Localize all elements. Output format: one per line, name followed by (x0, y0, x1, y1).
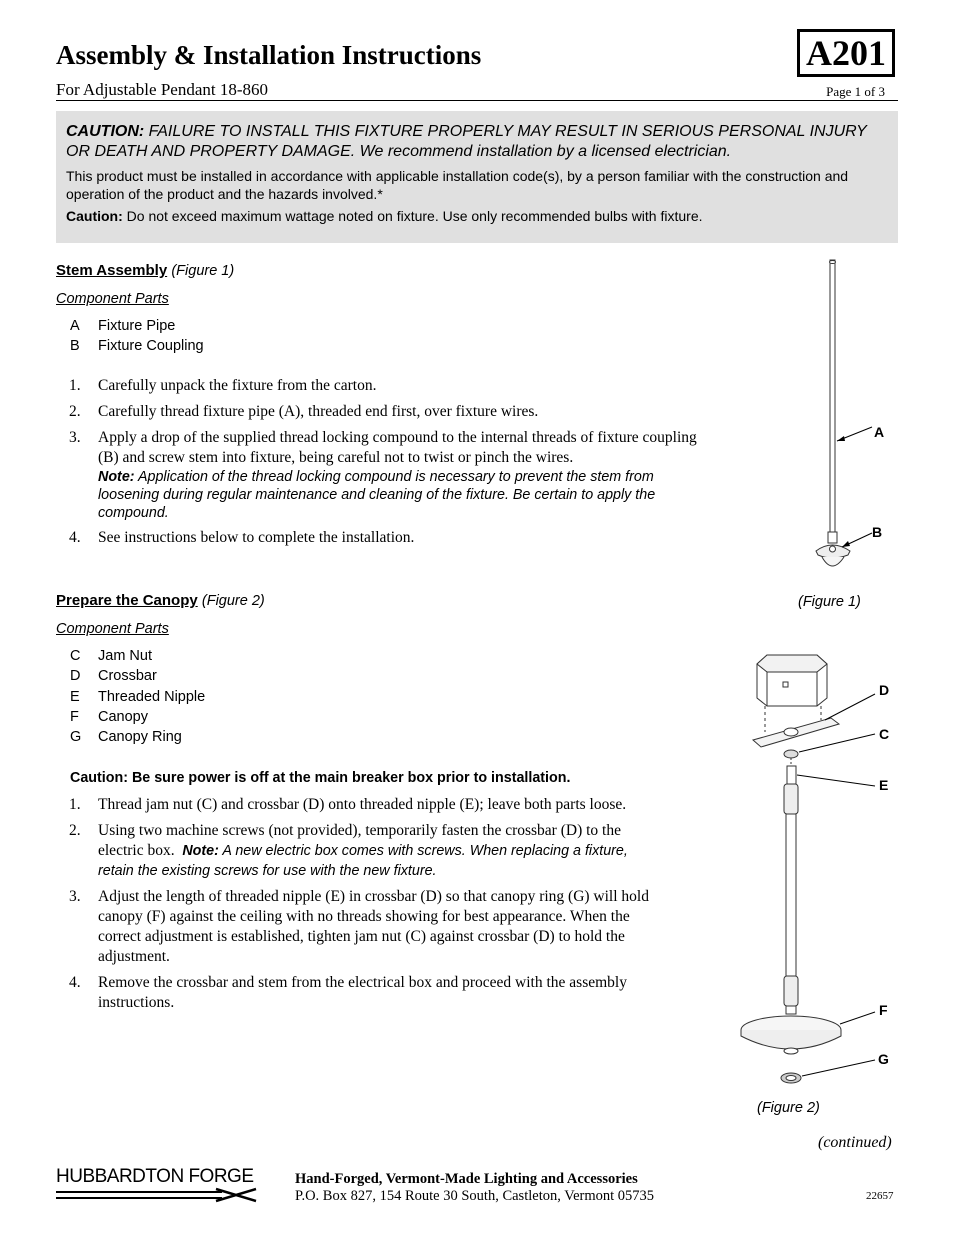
stem-component-heading: Component Parts (56, 291, 169, 307)
step-number: 1. (69, 796, 81, 813)
step-text: See instructions below to complete the installation. (98, 529, 415, 546)
part-letter: A (70, 318, 80, 334)
canopy-parts-list (56, 646, 205, 747)
note-lead: Note: (182, 843, 219, 859)
footer-tagline: Hand-Forged, Vermont-Made Lighting and Accessories (295, 1171, 638, 1187)
coupling-neck (828, 532, 837, 543)
list-item (56, 428, 716, 522)
note-text: A new electric box comes with screws. When replacing a fixture, retain the existing screws for use with the new fixture. (98, 843, 628, 879)
step-note (98, 843, 628, 879)
caution-wattage (66, 208, 886, 224)
list-item (56, 666, 205, 686)
step-number: 4. (69, 529, 81, 546)
step-text: Apply a drop of the supplied thread locking compound to the internal threads of fixture coupling (B) and screw stem into fixture, being careful not to twist or pinch the wires. (98, 429, 697, 466)
canopy-heading-text: Prepare the Canopy (56, 592, 198, 609)
step-number: 3. (69, 429, 81, 446)
fixture-pipe-a (830, 260, 835, 532)
coupling-base (822, 557, 844, 566)
list-item (56, 707, 205, 727)
leader-g (802, 1060, 875, 1076)
part-letter: D (70, 668, 81, 685)
stem-coupler-top (784, 784, 798, 814)
step-number: 2. (69, 403, 81, 420)
stem-figure-ref: (Figure 1) (171, 263, 235, 279)
list-item (56, 887, 666, 967)
canopy-heading (56, 592, 265, 609)
caution-wattage-text: Do not exceed maximum wattage noted on fixture. Use only recommended bulbs with fixture. (126, 208, 703, 224)
figure-1-caption: (Figure 1) (798, 594, 861, 610)
arrow-b (842, 541, 850, 547)
electric-box (757, 655, 827, 706)
power-caution: Caution: Be sure power is off at the main breaker box prior to installation. (70, 770, 571, 786)
figure-1-stem-diagram (790, 255, 900, 585)
part-name: Fixture Pipe (98, 318, 176, 334)
page-number: Page 1 of 3 (826, 84, 885, 99)
part-letter: E (70, 688, 80, 705)
caution-code-text: This product must be installed in accordance with applicable installation code(s), by a person familiar with the construction and operation of the product and the hazards involved.* (66, 168, 849, 202)
part-name: Crossbar (98, 668, 157, 685)
leader-f (840, 1012, 875, 1024)
part-name: Canopy Ring (98, 729, 182, 746)
step-text: Adjust the length of threaded nipple (E) in crossbar (D) so that canopy ring (G) will hold canopy (F) against the ceiling with no threads showing for best appearance. When the correct adjustment is established, tighten jam nut (C) against crossbar (D) to hold the adjustment. (98, 888, 649, 965)
step-text: Thread jam nut (C) and crossbar (D) onto threaded nipple (E); leave both parts loose. (98, 796, 627, 813)
step-text: Carefully unpack the fixture from the carton. (98, 377, 377, 394)
label-d: D (879, 682, 890, 698)
note-text: Application of the thread locking compound is necessary to prevent the stem from loosening during regular maintenance and cleaning of the fixture. Be certain to apply the compound. (98, 469, 656, 521)
step-note (98, 468, 716, 522)
caution-box (56, 111, 898, 243)
subtitle-line (56, 80, 898, 101)
caution-lead: CAUTION: (66, 123, 145, 140)
list-item (56, 687, 205, 707)
canopy-rim (741, 1030, 841, 1049)
step-text: Using two machine screws (not provided), temporarily fasten the crossbar (D) to the electric box. (98, 822, 621, 859)
stem-parts-list (56, 316, 204, 357)
canopy-steps (56, 795, 666, 1019)
label-a: A (874, 424, 885, 440)
logo-swoosh-icon (56, 1187, 261, 1203)
list-item (56, 795, 666, 815)
part-letter: G (70, 729, 82, 746)
label-g: G (878, 1051, 889, 1067)
footer-address: P.O. Box 827, 154 Route 30 South, Castleton, Vermont 05735 (295, 1188, 655, 1204)
canopy-figure-ref: (Figure 2) (201, 593, 265, 609)
stem-steps (56, 376, 716, 554)
document-number: A201 (797, 29, 895, 77)
leader-c (799, 734, 875, 752)
part-letter: B (70, 338, 80, 355)
part-name: Jam Nut (98, 648, 152, 664)
label-f: F (879, 1002, 888, 1018)
list-item (56, 336, 204, 356)
canopy-hole (784, 1048, 798, 1054)
stem-coupler-bottom (784, 976, 798, 1006)
continued-note: (continued) (818, 1134, 892, 1151)
canopy-component-heading: Component Parts (56, 621, 169, 637)
step-number: 1. (69, 377, 81, 394)
footer-code: 22657 (866, 1190, 894, 1202)
caution-main-text: FAILURE TO INSTALL THIS FIXTURE PROPERLY MAY RESULT IN SERIOUS PERSONAL INJURY OR DEATH AND PROPERTY DAMAGE. We recommend installation by a licensed electrician. (66, 123, 867, 160)
list-item (56, 973, 666, 1013)
list-item (56, 821, 666, 881)
jam-nut-c (784, 750, 798, 758)
step-text: Remove the crossbar and stem from the electrical box and proceed with the assembly instructions. (98, 974, 627, 1011)
part-letter: C (70, 648, 81, 664)
logo-text: HUBBARDTON FORGE (56, 1166, 254, 1187)
caution-warning (66, 122, 886, 162)
pipe-end (830, 261, 836, 264)
crossbar-hole (784, 728, 798, 736)
part-name: Fixture Coupling (98, 338, 204, 355)
figure-2-canopy-diagram (735, 650, 905, 1090)
leader-e (797, 775, 875, 786)
list-item (56, 727, 205, 747)
step-number: 2. (69, 822, 81, 839)
stem-heading (56, 262, 234, 279)
subtitle: For Adjustable Pendant 18-860 (56, 80, 269, 99)
page-title: Assembly & Installation Instructions (56, 40, 482, 70)
step-number: 4. (69, 974, 81, 991)
list-item (56, 376, 716, 396)
step-text: Carefully thread fixture pipe (A), threaded end first, over fixture wires. (98, 403, 539, 420)
list-item (56, 402, 716, 422)
note-lead: Note: (98, 469, 135, 485)
label-c: C (879, 726, 890, 742)
label-e: E (879, 777, 889, 793)
list-item (56, 528, 716, 548)
stem-heading-text: Stem Assembly (56, 262, 168, 279)
part-name: Threaded Nipple (98, 688, 206, 705)
figure-2-caption: (Figure 2) (757, 1100, 820, 1116)
leader-d (825, 694, 875, 720)
list-item (56, 316, 204, 336)
step-number: 3. (69, 888, 81, 905)
part-letter: F (70, 708, 79, 725)
coupling-hole (830, 546, 836, 552)
list-item (56, 646, 205, 666)
threaded-nipple-e (787, 766, 796, 784)
part-name: Canopy (98, 708, 148, 725)
arrow-a (837, 436, 845, 441)
hubbardton-forge-logo (56, 1167, 261, 1208)
canopy-ring-hole (786, 1076, 796, 1081)
label-b: B (872, 524, 883, 540)
caution-wattage-lead: Caution: (66, 208, 123, 224)
